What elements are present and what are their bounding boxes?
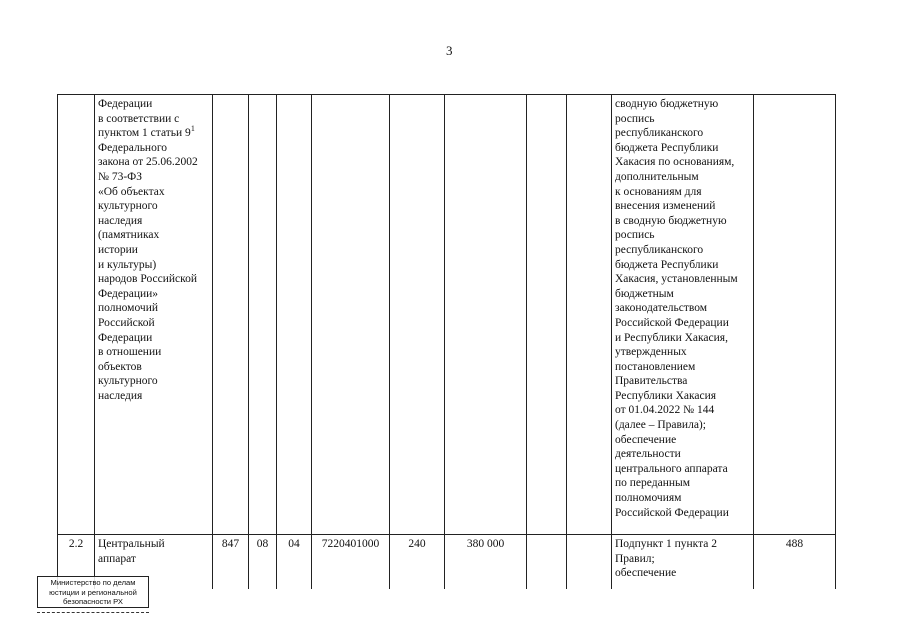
page-number: 3 [446,43,453,58]
name-text-part2: Федерального закона от 25.06.2002 № 73-ФЗ «Об объектах культурного наследия (памятниках истории и культуры) народов Российской Федерации» полномочий Российской Федерации в отношении объектов культурного наследия [98,141,198,402]
table-cell-col9 [527,95,567,535]
document-table [57,94,836,589]
table-cell-col10 [567,95,612,535]
table-cell-col10 [567,535,612,590]
table-cell-pr [277,95,312,535]
table-cell-last: 488 [754,535,836,590]
table-cell-csr: 7220401000 [312,535,390,590]
stamp-underline [37,612,149,613]
table-cell-amount: 380 000 [445,535,527,590]
table-cell-vr: 240 [390,535,445,590]
stamp-line-3: безопасности РХ [63,597,123,606]
table-cell-rz [249,95,277,535]
table-row [58,535,836,590]
table-cell-num: 2.2 [58,535,95,590]
table-cell-csr [312,95,390,535]
table-cell-last [754,95,836,535]
table-cell-grbs [213,95,249,535]
footnote-superscript: 1 [190,124,195,134]
table-cell-vr [390,95,445,535]
table-cell-amount [445,95,527,535]
table-cell-pr: 04 [277,535,312,590]
table-row [58,95,836,535]
table-cell-basis: сводную бюджетную роспись республиканского бюджета Республики Хакасия по основаниям, дополнительным к основаниям для внесения изменений в сводную бюджетную роспись республиканского бюджета Республики Хакасия, установленным бюджетным законодательством Российской Федерации и Республики Хакасия, утвержденных постановлением Правительства Республики Хакасия от 01.04.2022 № 144 (далее – Правила); обеспечение деятельности центрального аппарата по переданным полномочиям Российской Федерации [612,95,754,535]
table-cell-rz: 08 [249,535,277,590]
table-cell-name: Центральный аппарат [95,535,213,590]
name-text-part1: Федерации в соответствии с пунктом 1 статьи 9 [98,98,191,140]
table-cell-grbs: 847 [213,535,249,590]
stamp-line-1: Министерство по делам [50,578,136,587]
ministry-stamp [37,576,149,608]
stamp-line-2: юстиции и региональной [49,587,137,597]
table-cell-basis: Подпункт 1 пункта 2 Правил; обеспечение [612,535,754,590]
table-cell-name [95,95,213,535]
table-cell-num [58,95,95,535]
table-cell-col9 [527,535,567,590]
